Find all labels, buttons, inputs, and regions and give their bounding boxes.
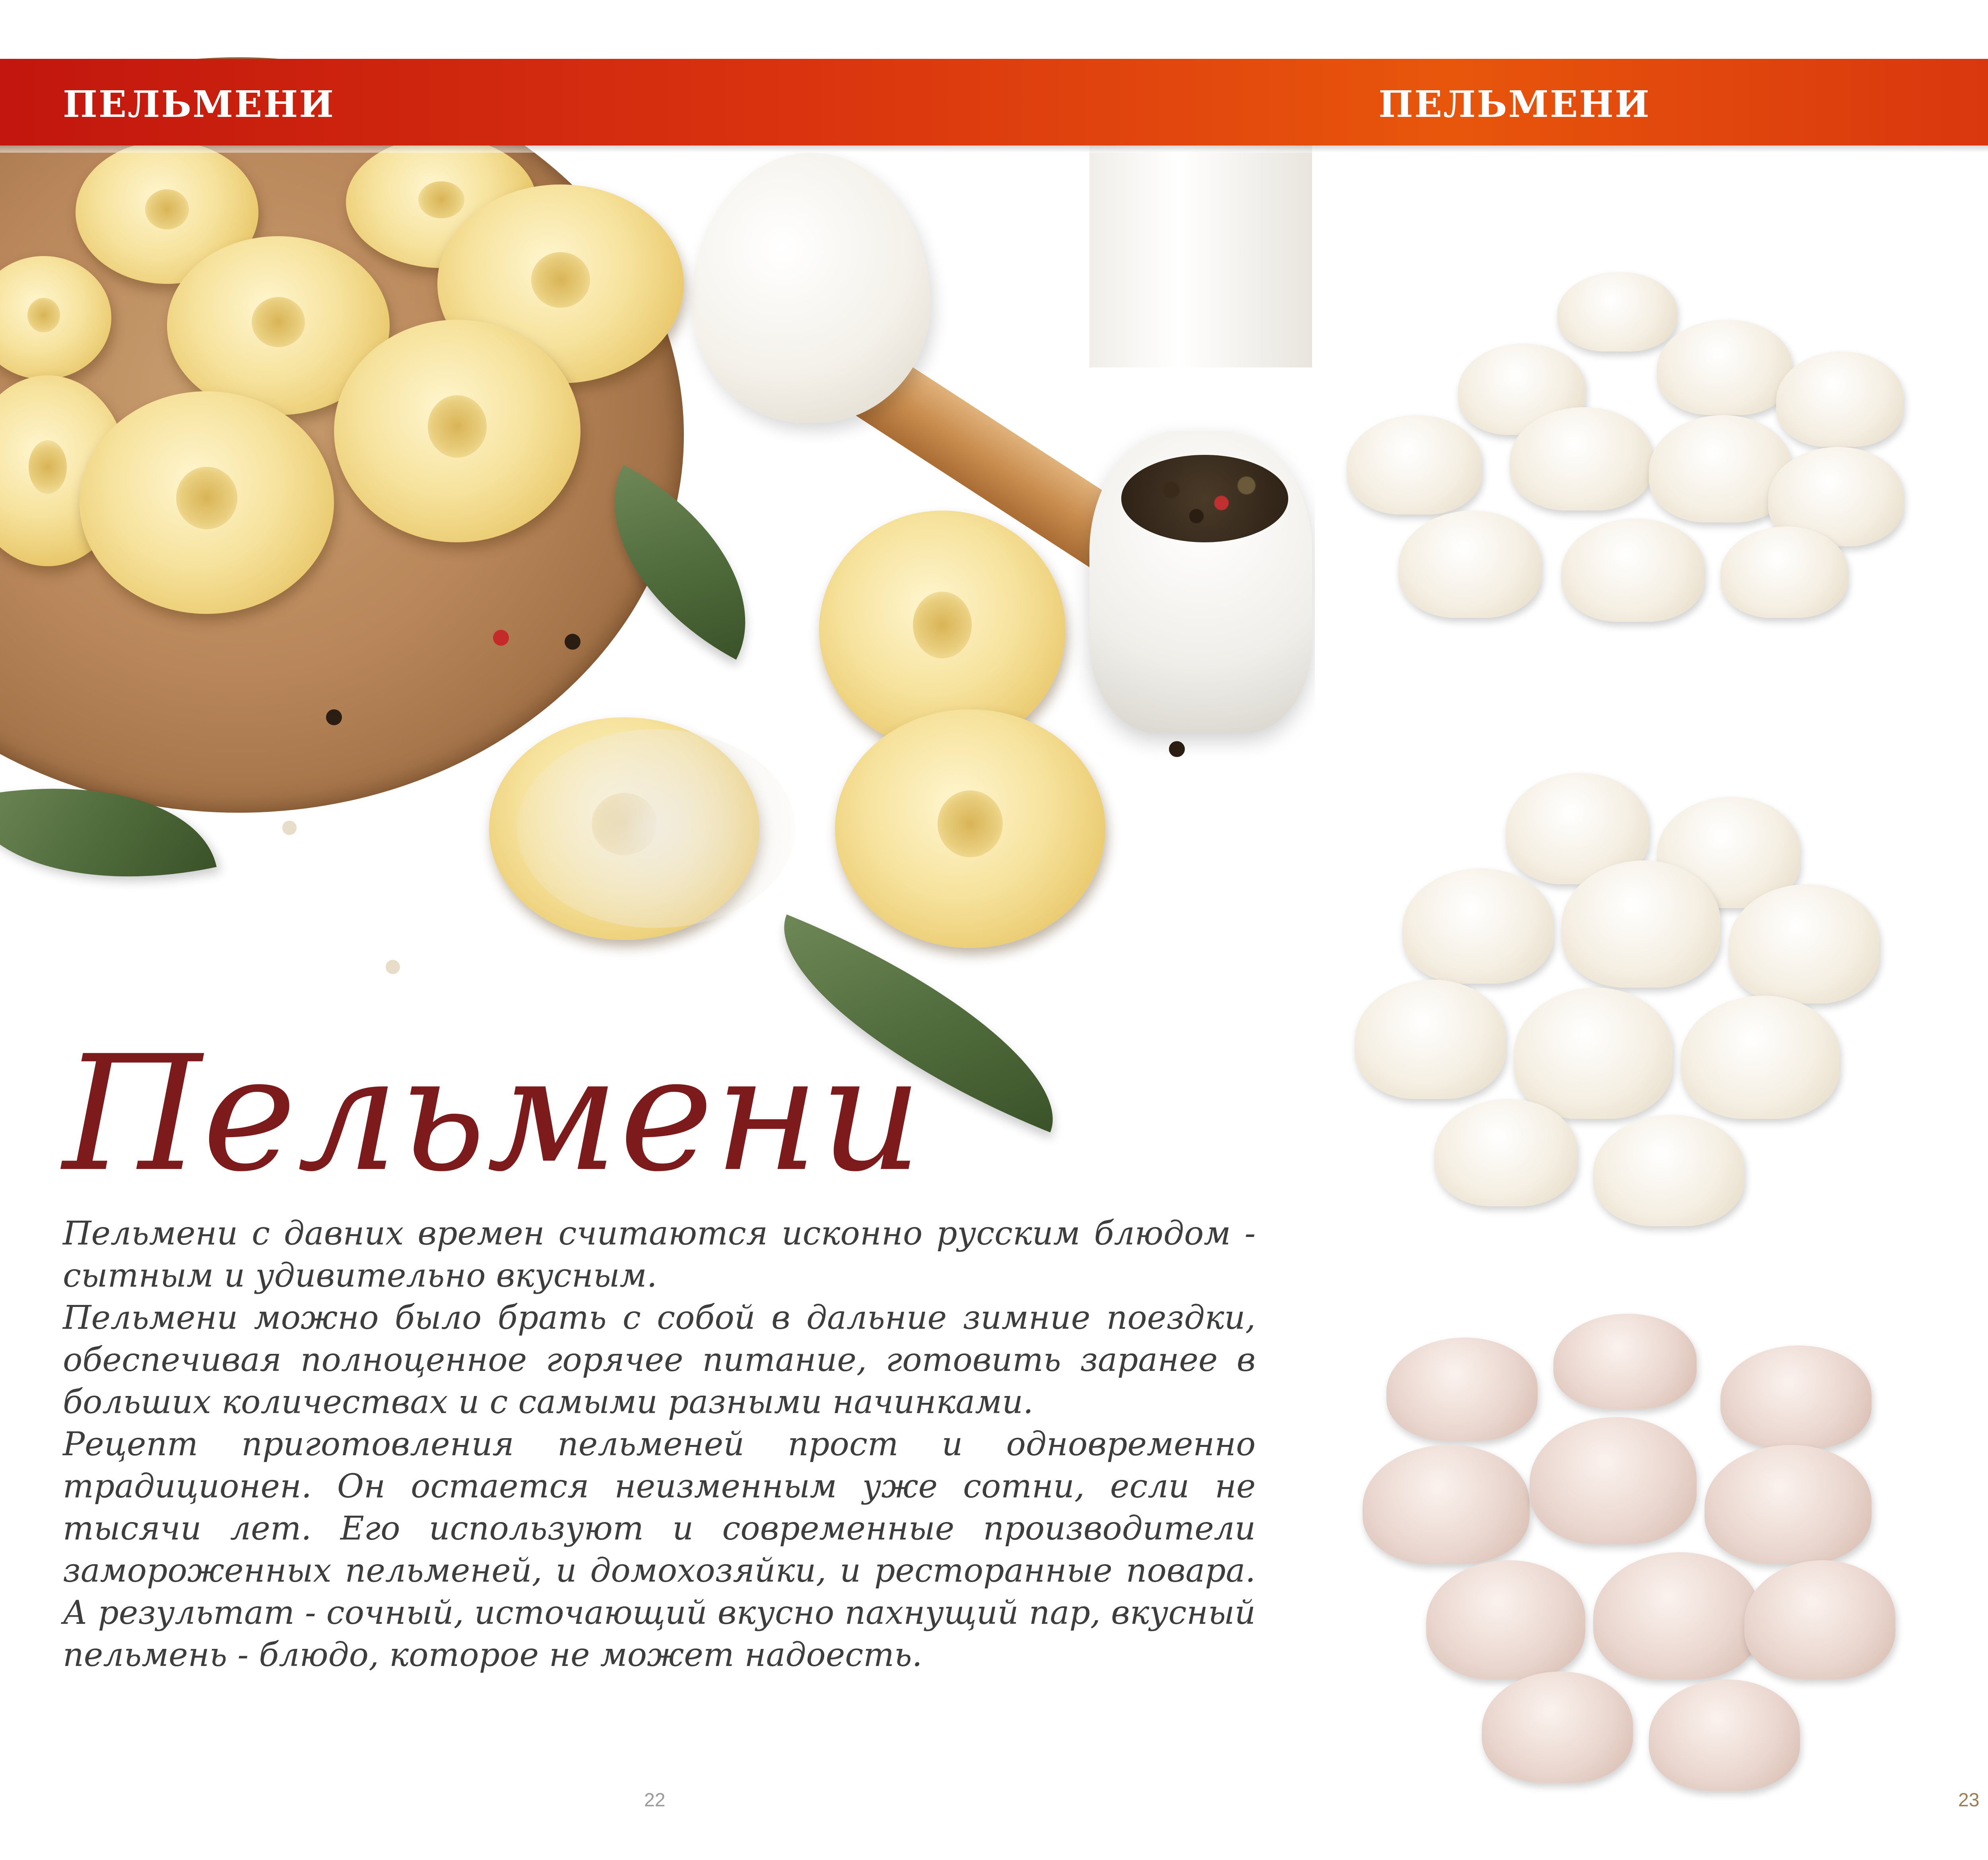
dumpling (1426, 1560, 1585, 1679)
product-photos (1315, 153, 1988, 1860)
page-title: Пельмени (63, 1022, 923, 1207)
dumpling (1561, 518, 1705, 622)
page-number: 23 (1958, 1790, 1980, 1811)
dumpling (1530, 1417, 1697, 1544)
dumpling (1593, 1115, 1744, 1226)
dumpling (1705, 1445, 1872, 1564)
dumpling (1720, 1345, 1872, 1449)
dumpling (1681, 996, 1840, 1119)
dumpling (80, 391, 334, 614)
dumpling (1657, 320, 1792, 415)
dumpling (1744, 1560, 1895, 1679)
flour-dust (517, 729, 795, 928)
intro-paragraph: Пельмени с давних времен считаются исконно русским блюдом - сытным и удивительно вкусным. (63, 1215, 1256, 1295)
product-photo-lyubitelskie (1363, 1314, 1939, 1819)
intro-text (63, 1213, 1256, 1676)
peppercorn (1169, 741, 1185, 757)
section-title-left: ПЕЛЬМЕНИ (63, 83, 335, 126)
dumpling (1720, 526, 1848, 618)
peppercorn (493, 630, 509, 646)
egg (692, 153, 930, 423)
dumpling (1347, 415, 1482, 515)
peppercorn (326, 709, 342, 725)
dumpling (1363, 1445, 1530, 1564)
dumpling (334, 320, 580, 542)
dumpling (1557, 272, 1677, 351)
dumpling (1398, 511, 1541, 618)
peppercorn (565, 634, 580, 650)
dumpling (1561, 860, 1720, 988)
peppercorn (282, 821, 297, 835)
dumpling (1649, 1679, 1800, 1791)
page-number: 22 (644, 1790, 666, 1811)
peppercorn (386, 960, 400, 974)
dumpling (1482, 1672, 1633, 1783)
dumpling (1776, 351, 1903, 447)
dumpling (1434, 1099, 1577, 1206)
intro-paragraph: Рецепт приготовления пельменей прост и одновременно традиционен. Он остается неизменным уже сотни, если не тысячи лет. Его используют и современные производители замороженных пельменей, и домохозяйки, и ресторанные повара. А результат - сочный, источающий вкусно пахнущий пар, вкусный пельмень - блюдо, которое не может надоесть. (63, 1425, 1256, 1674)
dumpling (1386, 1338, 1538, 1441)
intro-paragraph: Пельмени можно было брать с собой в дальние зимние поездки, обеспечивая полноценное горячее питание, готовить заранее в больших количествах и с самыми разными начинками. (63, 1299, 1256, 1421)
dumpling (1355, 980, 1506, 1099)
product-photo-domashnie (1339, 272, 1935, 729)
dumpling (1593, 1552, 1760, 1679)
header-shadow (0, 146, 1988, 153)
dumpling (835, 709, 1105, 948)
dumpling (1514, 988, 1673, 1119)
dumpling (1510, 407, 1653, 511)
peppercorns (1121, 455, 1288, 542)
dumpling (1402, 868, 1553, 984)
flour-jar (1089, 145, 1312, 367)
section-title-right: ПЕЛЬМЕНИ (1378, 83, 1651, 126)
product-photo-klassicheskie (1355, 773, 1931, 1250)
hero-photo (0, 153, 1315, 1067)
dumpling (1728, 884, 1879, 1004)
dumpling (1553, 1314, 1697, 1409)
